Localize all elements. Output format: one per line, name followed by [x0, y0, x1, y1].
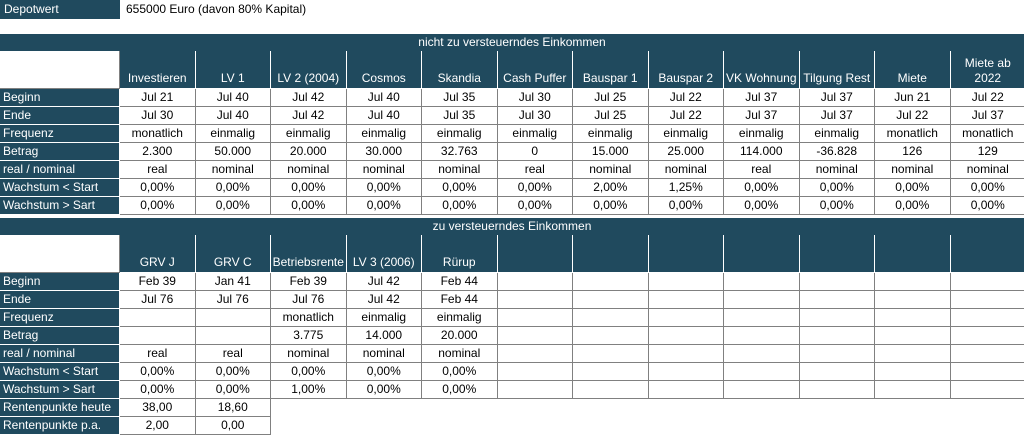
- table-cell[interactable]: Jul 42: [347, 273, 423, 291]
- table-cell[interactable]: [498, 291, 574, 309]
- table-cell[interactable]: Jul 30: [498, 89, 574, 107]
- table-cell[interactable]: [573, 327, 649, 345]
- row-label: Rentenpunkte p.a.: [0, 417, 120, 435]
- table-cell[interactable]: [800, 381, 876, 399]
- table-cell[interactable]: 114.000: [724, 143, 800, 161]
- table-cell[interactable]: Feb 39: [271, 273, 347, 291]
- column-header: LV 3 (2006): [347, 235, 423, 273]
- table-cell[interactable]: Jul 37: [800, 89, 876, 107]
- row-label: real / nominal: [0, 161, 120, 179]
- empty-space: [649, 417, 725, 435]
- table-cell[interactable]: [196, 327, 272, 345]
- table-cell[interactable]: 14.000: [347, 327, 423, 345]
- column-header: Miete ab 2022: [951, 51, 1024, 89]
- empty-space: [800, 399, 876, 417]
- table-cell[interactable]: 0,00%: [347, 179, 423, 197]
- table-cell[interactable]: 30.000: [347, 143, 423, 161]
- table-cell[interactable]: 0,00%: [422, 363, 498, 381]
- table-cell[interactable]: 0,00%: [800, 179, 876, 197]
- table-cell[interactable]: 0,00%: [573, 197, 649, 215]
- table-cell[interactable]: nominal: [875, 161, 951, 179]
- table-cell[interactable]: Jul 76: [271, 291, 347, 309]
- table-cell[interactable]: [649, 363, 725, 381]
- table-cell[interactable]: Jul 22: [649, 89, 725, 107]
- table-cell[interactable]: 0,00%: [196, 179, 272, 197]
- table-cell[interactable]: 1,25%: [649, 179, 725, 197]
- row-label: Wachstum > Sart: [0, 197, 120, 215]
- table-cell[interactable]: Jul 40: [196, 89, 272, 107]
- column-header: Bauspar 1: [573, 51, 649, 89]
- empty-space: [271, 417, 347, 435]
- table-cell[interactable]: einmalig: [800, 125, 876, 143]
- table-cell[interactable]: Jul 25: [573, 89, 649, 107]
- column-header: Miete: [875, 51, 951, 89]
- table-cell[interactable]: 0,00%: [120, 363, 196, 381]
- table-cell[interactable]: 2.300: [120, 143, 196, 161]
- table-cell[interactable]: Feb 44: [422, 291, 498, 309]
- table-cell[interactable]: [724, 363, 800, 381]
- table-cell[interactable]: 32.763: [422, 143, 498, 161]
- table-cell[interactable]: [951, 381, 1024, 399]
- table-cell[interactable]: Jul 76: [196, 291, 272, 309]
- column-header: Cash Puffer: [498, 51, 574, 89]
- table-cell[interactable]: [800, 327, 876, 345]
- table-cell[interactable]: [875, 309, 951, 327]
- table-cell[interactable]: 0,00: [196, 417, 272, 435]
- table-cell[interactable]: [724, 327, 800, 345]
- table-cell[interactable]: [800, 345, 876, 363]
- table-cell[interactable]: Jul 42: [271, 107, 347, 125]
- table-cell[interactable]: Jul 40: [347, 107, 423, 125]
- table-cell[interactable]: Jul 35: [422, 89, 498, 107]
- table-cell[interactable]: Jul 37: [724, 89, 800, 107]
- table-cell[interactable]: [951, 327, 1024, 345]
- table-cell[interactable]: 0,00%: [120, 197, 196, 215]
- table-cell[interactable]: 0,00%: [422, 179, 498, 197]
- table-cell[interactable]: Jul 42: [347, 291, 423, 309]
- column-header: [951, 235, 1024, 273]
- table-cell[interactable]: [951, 345, 1024, 363]
- table-cell[interactable]: einmalig: [649, 125, 725, 143]
- empty-space: [498, 417, 574, 435]
- table-cell[interactable]: [498, 381, 574, 399]
- table-cell[interactable]: 50.000: [196, 143, 272, 161]
- table-cell[interactable]: einmalig: [347, 309, 423, 327]
- row-label: Beginn: [0, 89, 120, 107]
- table-cell[interactable]: [800, 363, 876, 381]
- table-cell[interactable]: 0,00%: [498, 197, 574, 215]
- row-label: Ende: [0, 107, 120, 125]
- table-cell[interactable]: Jul 40: [347, 89, 423, 107]
- table-cell[interactable]: Feb 39: [120, 273, 196, 291]
- table-cell[interactable]: nominal: [422, 345, 498, 363]
- row-label: Frequenz: [0, 125, 120, 143]
- table-cell[interactable]: [875, 273, 951, 291]
- table-cell[interactable]: real: [196, 345, 272, 363]
- table-cell[interactable]: [498, 363, 574, 381]
- table-cell[interactable]: [649, 291, 725, 309]
- empty-space: [347, 417, 423, 435]
- table-cell[interactable]: monatlich: [120, 125, 196, 143]
- column-header: [800, 235, 876, 273]
- empty-space: [422, 399, 498, 417]
- table-cell[interactable]: 126: [875, 143, 951, 161]
- table-cell[interactable]: [649, 327, 725, 345]
- table-cell[interactable]: Jul 22: [951, 89, 1024, 107]
- column-header: LV 1: [196, 51, 272, 89]
- empty-space: [724, 399, 800, 417]
- table-cell[interactable]: [573, 309, 649, 327]
- table-cell[interactable]: [649, 381, 725, 399]
- row-label: Betrag: [0, 327, 120, 345]
- table-cell[interactable]: Jul 22: [649, 107, 725, 125]
- table-cell[interactable]: einmalig: [271, 125, 347, 143]
- table-cell[interactable]: -36.828: [800, 143, 876, 161]
- table-cell[interactable]: [498, 327, 574, 345]
- column-header: Investieren: [120, 51, 196, 89]
- empty-space: [422, 417, 498, 435]
- table-cell[interactable]: 0,00%: [498, 179, 574, 197]
- empty-space: [573, 417, 649, 435]
- table-cell[interactable]: nominal: [649, 161, 725, 179]
- column-header: Tilgung Rest: [800, 51, 876, 89]
- table-cell[interactable]: [573, 345, 649, 363]
- empty-space: [649, 399, 725, 417]
- column-header: [573, 235, 649, 273]
- row-label: Beginn: [0, 273, 120, 291]
- table-cell[interactable]: 0,00%: [951, 197, 1024, 215]
- table-cell[interactable]: [800, 291, 876, 309]
- table-cell[interactable]: nominal: [800, 161, 876, 179]
- section2-table: [0, 235, 1024, 435]
- table-cell[interactable]: 129: [951, 143, 1024, 161]
- table-cell[interactable]: einmalig: [422, 125, 498, 143]
- table-cell[interactable]: [951, 291, 1024, 309]
- table-cell[interactable]: [498, 309, 574, 327]
- table-cell[interactable]: nominal: [347, 161, 423, 179]
- table-cell[interactable]: 0,00%: [875, 197, 951, 215]
- table-cell[interactable]: 0,00%: [271, 197, 347, 215]
- table-cell[interactable]: [724, 291, 800, 309]
- table-cell[interactable]: [951, 273, 1024, 291]
- table-cell[interactable]: nominal: [271, 345, 347, 363]
- table-cell[interactable]: [573, 291, 649, 309]
- section2-title: zu versteuerndes Einkommen: [0, 218, 1024, 235]
- table-cell[interactable]: [875, 291, 951, 309]
- table-cell[interactable]: [724, 309, 800, 327]
- column-header: Skandia: [422, 51, 498, 89]
- table-cell[interactable]: [875, 363, 951, 381]
- table-cell[interactable]: 0,00%: [347, 197, 423, 215]
- table-cell[interactable]: nominal: [347, 345, 423, 363]
- table-cell[interactable]: 0,00%: [800, 197, 876, 215]
- table-cell[interactable]: [875, 327, 951, 345]
- table-cell[interactable]: [951, 309, 1024, 327]
- table-cell[interactable]: 0,00%: [951, 179, 1024, 197]
- table-cell[interactable]: [951, 363, 1024, 381]
- column-header: GRV J: [120, 235, 196, 273]
- empty-space: [951, 417, 1024, 435]
- table-cell[interactable]: 2,00%: [573, 179, 649, 197]
- column-header: LV 2 (2004): [271, 51, 347, 89]
- table-cell[interactable]: 0,00%: [649, 197, 725, 215]
- table-cell[interactable]: 0,00%: [724, 197, 800, 215]
- table-cell[interactable]: Jul 42: [271, 89, 347, 107]
- table-cell[interactable]: Jul 35: [422, 107, 498, 125]
- table-cell[interactable]: [875, 381, 951, 399]
- table-cell[interactable]: Jul 37: [724, 107, 800, 125]
- table-cell[interactable]: nominal: [573, 161, 649, 179]
- table-cell[interactable]: 0,00%: [422, 381, 498, 399]
- table-cell[interactable]: [724, 345, 800, 363]
- table-cell[interactable]: [800, 309, 876, 327]
- table-cell[interactable]: [120, 309, 196, 327]
- table-cell[interactable]: Feb 44: [422, 273, 498, 291]
- table-cell[interactable]: einmalig: [573, 125, 649, 143]
- table-cell[interactable]: nominal: [196, 161, 272, 179]
- empty-space: [573, 399, 649, 417]
- table-cell[interactable]: Jul 37: [951, 107, 1024, 125]
- empty-space: [347, 399, 423, 417]
- table-cell[interactable]: Jul 76: [120, 291, 196, 309]
- column-header: Cosmos: [347, 51, 423, 89]
- empty-space: [875, 399, 951, 417]
- row-label: Wachstum < Start: [0, 179, 120, 197]
- table-cell[interactable]: 38,00: [120, 399, 196, 417]
- empty-space: [498, 399, 574, 417]
- table-cell[interactable]: 25.000: [649, 143, 725, 161]
- table-cell[interactable]: [573, 381, 649, 399]
- table-cell[interactable]: 0,00%: [120, 179, 196, 197]
- table-cell[interactable]: 0: [498, 143, 574, 161]
- depot-label: Depotwert: [0, 0, 120, 19]
- table-cell[interactable]: Jul 40: [196, 107, 272, 125]
- table-cell[interactable]: 20.000: [271, 143, 347, 161]
- table-cell[interactable]: monatlich: [271, 309, 347, 327]
- column-header: [498, 235, 574, 273]
- column-header: [649, 235, 725, 273]
- table-cell[interactable]: Jul 30: [498, 107, 574, 125]
- table-cell[interactable]: [724, 273, 800, 291]
- table-cell[interactable]: nominal: [951, 161, 1024, 179]
- table-cell[interactable]: 1,00%: [271, 381, 347, 399]
- column-header: Betriebsrente: [271, 235, 347, 273]
- empty-space: [724, 417, 800, 435]
- table-cell[interactable]: [649, 345, 725, 363]
- table-cell[interactable]: 2,00: [120, 417, 196, 435]
- table-cell[interactable]: Jul 37: [800, 107, 876, 125]
- column-header: [724, 235, 800, 273]
- table-cell[interactable]: 0,00%: [271, 179, 347, 197]
- table-cell[interactable]: nominal: [271, 161, 347, 179]
- table-cell[interactable]: [800, 273, 876, 291]
- empty-space: [271, 399, 347, 417]
- table-cell[interactable]: [498, 273, 574, 291]
- table-cell[interactable]: 0,00%: [347, 381, 423, 399]
- table-cell[interactable]: 0,00%: [875, 179, 951, 197]
- table-cell[interactable]: 0,00%: [120, 381, 196, 399]
- table-cell[interactable]: 0,00%: [724, 179, 800, 197]
- row-label: Rentenpunkte heute: [0, 399, 120, 417]
- table-corner: [0, 235, 120, 273]
- table-cell[interactable]: Jul 21: [120, 89, 196, 107]
- table-cell[interactable]: [498, 345, 574, 363]
- empty-space: [875, 417, 951, 435]
- table-cell[interactable]: real: [724, 161, 800, 179]
- table-cell[interactable]: real: [120, 345, 196, 363]
- table-cell[interactable]: nominal: [422, 161, 498, 179]
- table-cell[interactable]: 0,00%: [271, 363, 347, 381]
- table-cell[interactable]: 3.775: [271, 327, 347, 345]
- table-cell[interactable]: 0,00%: [196, 197, 272, 215]
- table-cell[interactable]: 0,00%: [347, 363, 423, 381]
- table-cell[interactable]: einmalig: [498, 125, 574, 143]
- table-cell[interactable]: einmalig: [422, 309, 498, 327]
- table-cell[interactable]: [120, 327, 196, 345]
- table-cell[interactable]: [649, 309, 725, 327]
- row-label: Wachstum > Sart: [0, 381, 120, 399]
- table-cell[interactable]: Jul 22: [875, 107, 951, 125]
- table-cell[interactable]: Jun 21: [875, 89, 951, 107]
- table-cell[interactable]: [196, 309, 272, 327]
- row-label: Betrag: [0, 143, 120, 161]
- table-cell[interactable]: Jul 30: [120, 107, 196, 125]
- row-label: real / nominal: [0, 345, 120, 363]
- table-cell[interactable]: einmalig: [347, 125, 423, 143]
- table-cell[interactable]: 20.000: [422, 327, 498, 345]
- column-header: Rürup: [422, 235, 498, 273]
- column-header: [875, 235, 951, 273]
- empty-space: [800, 417, 876, 435]
- table-cell[interactable]: real: [120, 161, 196, 179]
- table-cell[interactable]: [875, 345, 951, 363]
- table-cell[interactable]: [573, 363, 649, 381]
- table-cell[interactable]: 0,00%: [196, 363, 272, 381]
- row-label: Ende: [0, 291, 120, 309]
- section1-table: [0, 51, 1024, 215]
- table-cell[interactable]: einmalig: [724, 125, 800, 143]
- row-label: Frequenz: [0, 309, 120, 327]
- table-corner: [0, 51, 120, 89]
- table-cell[interactable]: monatlich: [951, 125, 1024, 143]
- table-cell[interactable]: Jan 41: [196, 273, 272, 291]
- table-cell[interactable]: 0,00%: [196, 381, 272, 399]
- column-header: VK Wohnung: [724, 51, 800, 89]
- table-cell[interactable]: 0,00%: [422, 197, 498, 215]
- column-header: Bauspar 2: [649, 51, 725, 89]
- depot-value: 655000 Euro (davon 80% Kapital): [126, 2, 307, 16]
- table-cell[interactable]: [724, 381, 800, 399]
- section1-title: nicht zu versteuerndes Einkommen: [0, 34, 1024, 51]
- table-cell[interactable]: [573, 273, 649, 291]
- table-cell[interactable]: 15.000: [573, 143, 649, 161]
- column-header: GRV C: [196, 235, 272, 273]
- table-cell[interactable]: einmalig: [196, 125, 272, 143]
- table-cell[interactable]: real: [498, 161, 574, 179]
- table-cell[interactable]: monatlich: [875, 125, 951, 143]
- table-cell[interactable]: 18,60: [196, 399, 272, 417]
- table-cell[interactable]: [649, 273, 725, 291]
- row-label: Wachstum < Start: [0, 363, 120, 381]
- table-cell[interactable]: Jul 25: [573, 107, 649, 125]
- empty-space: [951, 399, 1024, 417]
